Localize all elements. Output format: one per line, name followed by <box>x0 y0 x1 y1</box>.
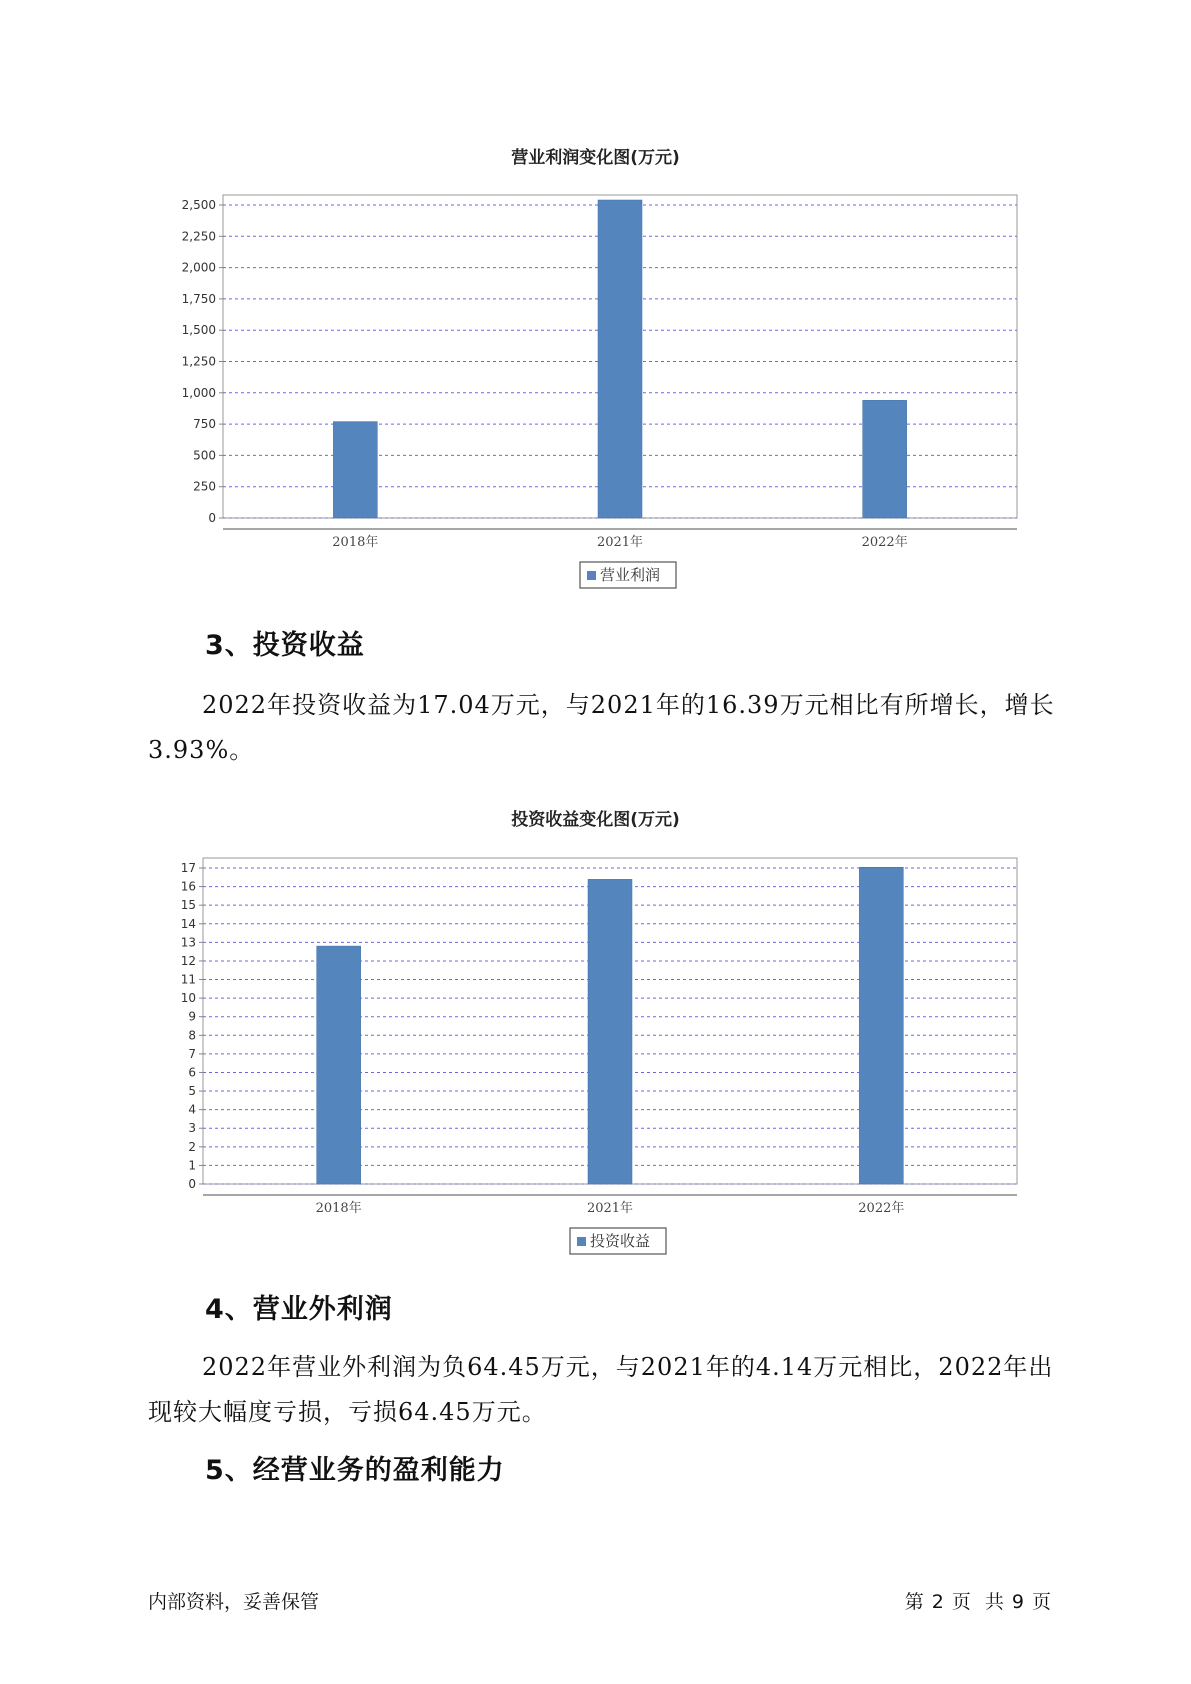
y-tick-label: 12 <box>180 953 196 968</box>
y-tick-label: 3 <box>188 1121 196 1136</box>
y-tick-label: 1,000 <box>181 385 216 400</box>
y-tick-label: 250 <box>193 479 216 494</box>
y-tick-label: 0 <box>208 511 216 525</box>
y-tick-label: 5 <box>188 1084 196 1099</box>
bar <box>588 879 632 1184</box>
y-tick-label: 2,000 <box>181 260 216 275</box>
y-tick-label: 1,500 <box>181 323 216 338</box>
y-tick-label: 11 <box>180 972 196 987</box>
page-total: 9 <box>1011 1591 1024 1613</box>
y-tick-label: 1 <box>188 1158 196 1173</box>
x-tick-label: 2021年 <box>596 535 644 550</box>
y-tick-label: 10 <box>180 991 196 1006</box>
chart-title: 投资收益变化图(万元) <box>511 810 680 830</box>
y-tick-label: 750 <box>193 417 216 432</box>
y-tick-label: 4 <box>188 1102 196 1117</box>
page-number <box>901 1587 1055 1614</box>
y-tick-label: 2,250 <box>181 229 216 244</box>
page-prefix: 第 <box>904 1591 924 1613</box>
y-tick-label: 15 <box>180 898 196 913</box>
legend-swatch <box>577 1237 586 1246</box>
y-tick-label: 1,250 <box>181 354 216 369</box>
page-suffix: 页 <box>1031 1591 1051 1613</box>
y-tick-label: 7 <box>188 1046 196 1061</box>
chart-title: 营业利润变化图(万元) <box>511 148 680 168</box>
confidential-note: 内部资料，妥善保管 <box>148 1591 320 1613</box>
bar <box>859 867 903 1184</box>
y-tick-label: 6 <box>188 1065 196 1080</box>
legend-label: 营业利润 <box>600 566 661 584</box>
y-tick-label: 1,750 <box>181 291 216 306</box>
y-tick-label: 2 <box>188 1139 196 1154</box>
y-tick-label: 14 <box>180 916 196 931</box>
x-tick-label: 2018年 <box>332 535 379 550</box>
section-heading-profitability: 5、经营业务的盈利能力 <box>205 1455 505 1486</box>
y-tick-label: 13 <box>180 935 196 950</box>
x-tick-label: 2022年 <box>861 535 908 550</box>
x-tick-label: 2018年 <box>315 1201 362 1216</box>
y-tick-label: 8 <box>188 1028 196 1043</box>
legend-label: 投资收益 <box>590 1232 651 1250</box>
page-mid: 页 <box>951 1591 971 1613</box>
y-tick-label: 17 <box>180 861 196 875</box>
y-tick-label: 16 <box>180 879 196 894</box>
page-total-prefix: 共 <box>984 1591 1004 1613</box>
section-heading-non-operating-profit: 4、营业外利润 <box>205 1294 393 1325</box>
bar <box>317 946 361 1184</box>
y-tick-label: 500 <box>193 448 216 463</box>
section-text-non-operating-profit: 2022年营业外利润为负64.45万元，与2021年的4.14万元相比，2022年出现较大幅度亏损，亏损64.45万元。 <box>148 1353 1054 1426</box>
y-tick-label: 0 <box>188 1177 196 1191</box>
section-heading-investment-income: 3、投资收益 <box>205 630 365 661</box>
y-tick-label: 9 <box>188 1009 196 1024</box>
section-text-investment-income: 2022年投资收益为17.04万元，与2021年的16.39万元相比有所增长，增长3.93%。 <box>148 691 1055 764</box>
x-tick-label: 2022年 <box>858 1201 905 1216</box>
page-current: 2 <box>931 1591 944 1613</box>
y-tick-label: 2,500 <box>181 198 216 212</box>
x-tick-label: 2021年 <box>586 1201 634 1216</box>
